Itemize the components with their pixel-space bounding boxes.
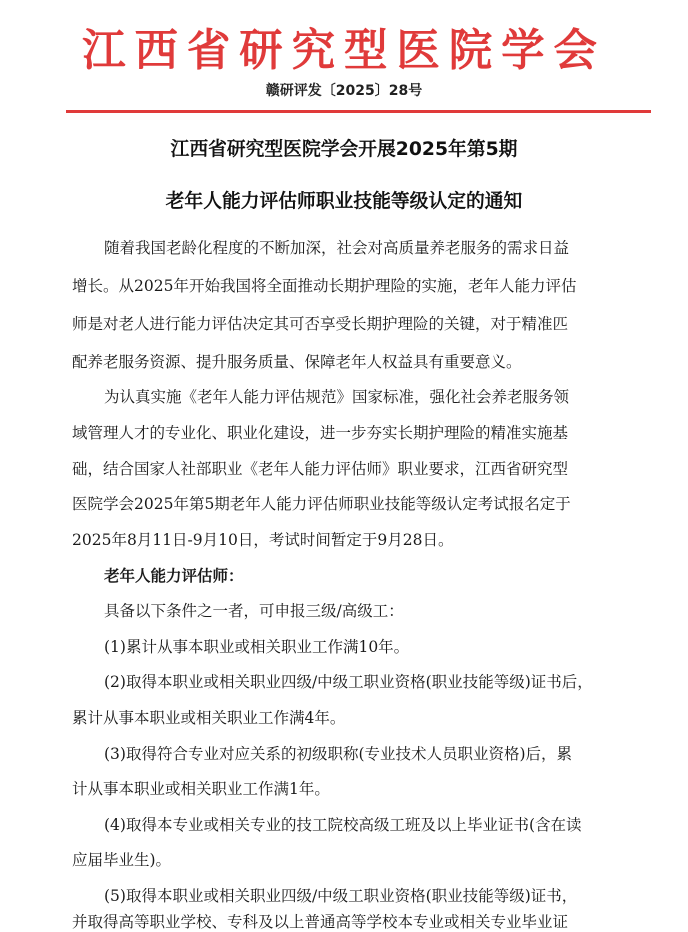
list-item: (4)取得本专业或相关专业的技工院校高级工班及以上毕业证书(含在读 — [104, 816, 582, 834]
document-number: 赣研评发〔2025〕28号 — [265, 83, 423, 99]
list-item-continued: 并取得高等职业学校、专科及以上普通高等学校本专业或相关专业毕业证 — [72, 913, 569, 931]
section-heading: 老年人能力评估师： — [104, 567, 244, 585]
list-item-continued: 计从事本职业或相关职业工作满1年。 — [72, 780, 330, 798]
notice-title-line-1: 江西省研究型医院学会开展2025年第5期 — [170, 138, 518, 160]
body-line: 随着我国老龄化程度的不断加深，社会对高质量养老服务的需求日益 — [104, 239, 570, 257]
body-line: 础，结合国家人社部职业《老年人能力评估师》职业要求，江西省研究型 — [72, 460, 569, 478]
body-line: 具备以下条件之一者，可申报三级/高级工： — [104, 602, 404, 620]
red-divider — [66, 110, 651, 113]
body-line: 域管理人才的专业化、职业化建设，进一步夯实长期护理险的精准实施基 — [72, 424, 569, 442]
notice-title-line-2: 老年人能力评估师职业技能等级认定的通知 — [165, 190, 523, 212]
list-item: (2)取得本职业或相关职业四级/中级工职业资格(职业技能等级)证书后， — [104, 673, 593, 691]
list-item-continued: 应届毕业生)。 — [72, 851, 172, 869]
list-item: (3)取得符合专业对应关系的初级职称(专业技术人员职业资格)后，累 — [104, 745, 573, 763]
body-line: 医院学会2025年第5期老年人能力评估师职业技能等级认定考试报名定于 — [72, 495, 571, 513]
list-item: (1)累计从事本职业或相关职业工作满10年。 — [104, 638, 410, 656]
body-line: 2025年8月11日-9月10日，考试时间暂定于9月28日。 — [72, 531, 454, 549]
org-title: 江西省研究型医院学会 — [82, 25, 606, 76]
body-line: 师是对老人进行能力评估决定其可否享受长期护理险的关键，对于精准匹 — [72, 315, 569, 333]
list-item-continued: 累计从事本职业或相关职业工作满4年。 — [72, 709, 346, 727]
body-line: 配养老服务资源、提升服务质量、保障老年人权益具有重要意义。 — [72, 353, 522, 371]
list-item: (5)取得本职业或相关职业四级/中级工职业资格(职业技能等级)证书， — [104, 887, 578, 905]
body-line: 为认真实施《老年人能力评估规范》国家标准，强化社会养老服务领 — [104, 388, 570, 406]
body-line: 增长。从2025年开始我国将全面推动长期护理险的实施，老年人能力评估 — [72, 277, 577, 295]
